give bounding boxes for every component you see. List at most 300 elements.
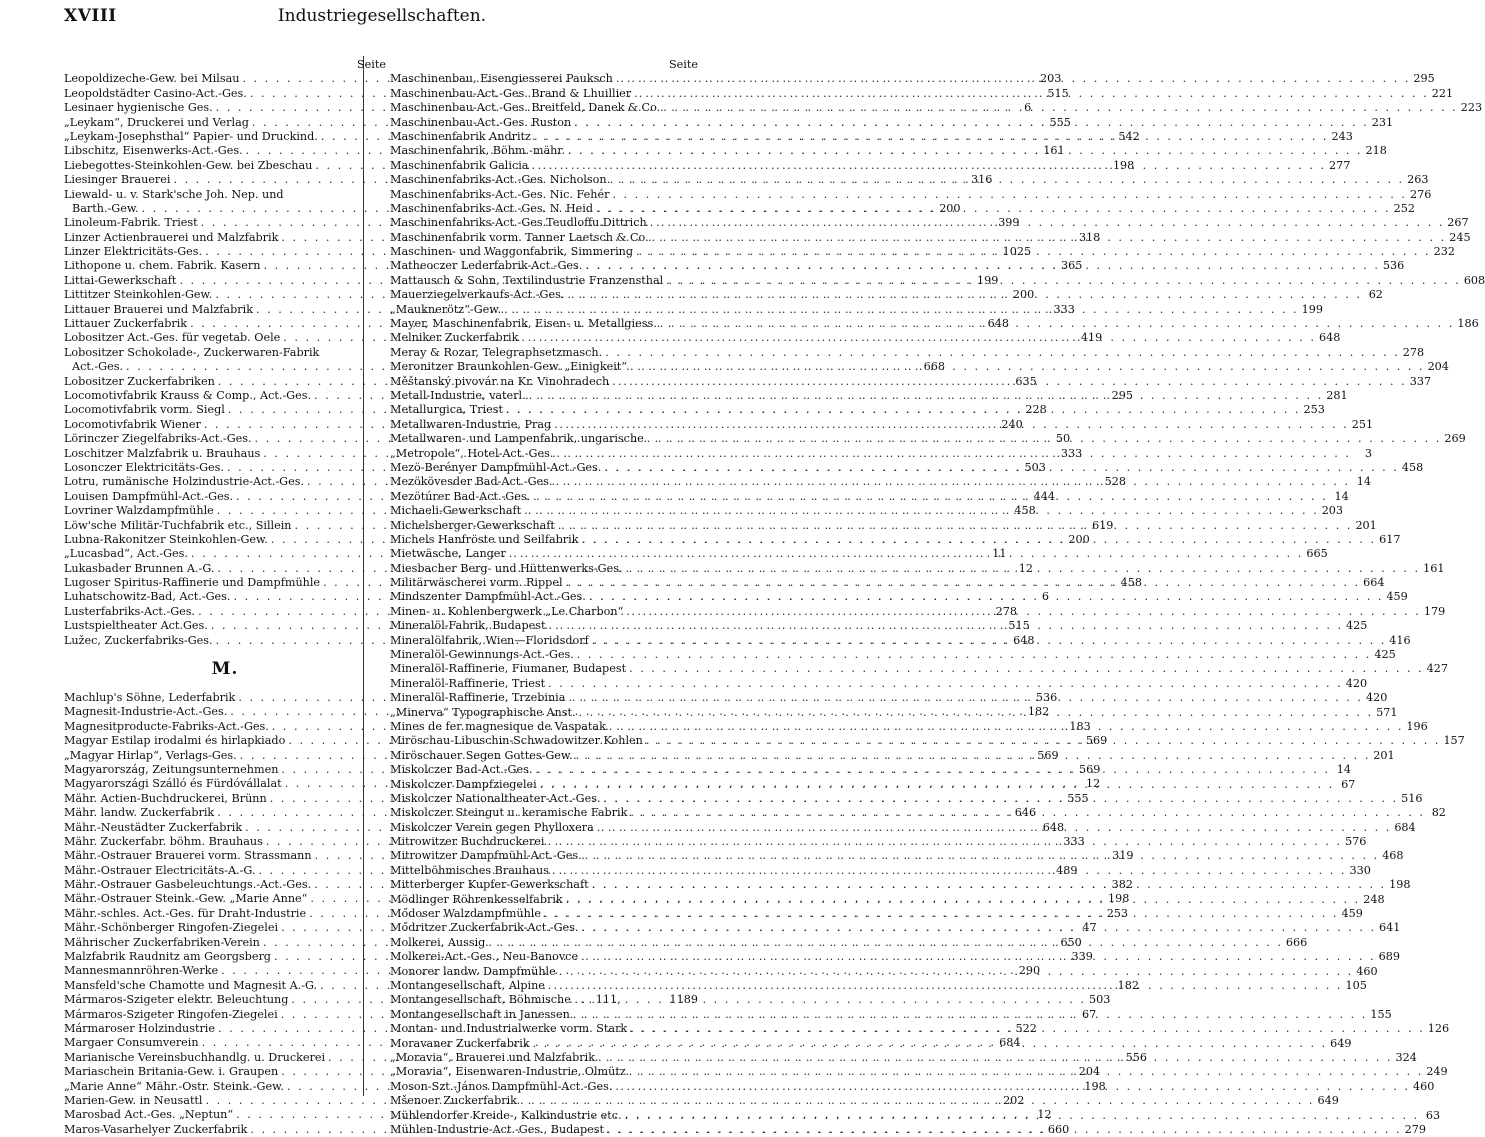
entry-name: Mittelböhmisches Brauhaus: [390, 863, 549, 877]
leader-dots: [589, 878, 1390, 892]
entry-name: Mähr.-Neustädter Zuckerfabrik: [64, 820, 243, 834]
entry-page: 3: [1364, 446, 1372, 460]
entry-page: 249: [1426, 1065, 1448, 1079]
entry-page: 689: [1378, 950, 1400, 964]
entry-name: Mindszenter Dampfmühl-Act.-Ges.: [390, 590, 586, 604]
leader-dots: [551, 418, 1352, 432]
entry-name: Lotru, rumänische Holzindustrie-Act.-Ges.: [64, 475, 305, 489]
entry-name: Mayer, Maschinenfabrik, Eisen- u. Metallgiess.: [390, 317, 657, 331]
entry-page: 664: [1363, 576, 1385, 590]
entry-page: 503: [1024, 460, 1046, 474]
entry-name: Lukasbader Brunnen A.-G.: [64, 561, 215, 575]
entry-page: 536: [1035, 691, 1058, 705]
leader-dots: [530, 490, 1331, 504]
entry-name: Maschinenfabriks-Act.-Ges.Teudloffu.Dittrich: [390, 216, 647, 230]
entry-name: Linoleum-Fabrik. Triest: [64, 216, 198, 230]
index-entry: [64, 346, 386, 360]
leader-dots: [623, 605, 1424, 619]
entry-name: Mansfeld'sche Chamotte und Magnesit A.-G.: [64, 978, 318, 992]
entry-page: 542: [1118, 129, 1140, 143]
entry-page: 365: [1061, 259, 1083, 273]
entry-name: Mármaros-Szigeter Ringofen-Ziegelei: [64, 1007, 278, 1021]
entry-page: 203: [1321, 504, 1344, 518]
leader-dots: [528, 159, 1329, 173]
leader-dots: [601, 461, 1402, 475]
leader-dots: [586, 590, 1387, 604]
section-heading-m: M.: [211, 659, 239, 680]
entry-page: 458: [1014, 504, 1036, 518]
leader-dots: [649, 231, 1450, 245]
entry-page: 182: [1027, 705, 1050, 719]
entry-page: 425: [1346, 619, 1368, 633]
entry-page: 263: [1407, 173, 1429, 187]
entry-page: 333: [1060, 446, 1083, 460]
entry-name: Mezö-Berényer Dampfmühl-Act.-Ges.: [390, 460, 602, 474]
entry-name: Littauer Zuckerfabrik: [64, 317, 188, 331]
entry-page: 684: [1394, 820, 1416, 834]
entry-page: 515: [1047, 86, 1069, 100]
entry-page: 503: [1088, 993, 1111, 1007]
entry-name: Lesinaer hygienische Ges.: [64, 101, 213, 115]
entry-name: „Mauknerötz“-Gew.: [390, 302, 502, 316]
entry-name: Leopoldizeche-Gew. bei Milsau: [64, 72, 240, 86]
entry-name: Miesbacher Berg- und Hüttenwerks-Ges.: [390, 561, 623, 575]
entry-page: 186: [1457, 317, 1479, 331]
entry-page: 198: [1084, 1079, 1106, 1093]
entry-page: 536: [1382, 259, 1405, 273]
entry-page: 196: [1406, 719, 1428, 733]
entry-name: Mähr. landw. Zuckerfabrik: [64, 806, 215, 820]
entry-page: 201: [1373, 748, 1395, 762]
leader-dots: [565, 691, 1366, 705]
entry-page: 161: [1423, 561, 1445, 575]
entry-name: Moravaner Zuckerfabrik: [390, 1036, 530, 1050]
leader-dots: [555, 519, 1356, 533]
entry-name: Lusterfabriks-Act.-Ges.: [64, 604, 196, 618]
leader-dots: [633, 245, 1434, 259]
leader-dots: [570, 1008, 1371, 1022]
leader-dots: [517, 1094, 1318, 1108]
entry-page: 1189: [669, 993, 698, 1007]
leader-dots: [643, 734, 1444, 748]
leader-dots: [626, 1065, 1427, 1079]
index-entry: [390, 648, 1396, 662]
entry-name: Michaeli-Gewerkschaft: [390, 504, 522, 518]
entry-name: Mauerziegelverkaufs-Act.-Ges.: [390, 288, 565, 302]
entry-name: Marosbad Act.-Ges. „Neptun“: [64, 1108, 234, 1122]
entry-name: Maschinenbau-Act.-Ges. Brand & Lhuillier: [390, 86, 632, 100]
leader-dots: [595, 1051, 1396, 1065]
entry-page: 318: [1078, 230, 1101, 244]
entry-name: Mannesmannröhren-Werke: [64, 964, 219, 978]
entry-name: Malzfabrik Raudnitz am Georgsberg: [64, 950, 271, 964]
leader-dots: [485, 936, 1286, 950]
entry-page: 684: [999, 1036, 1021, 1050]
entry-name: Linzer Elektricitäts-Ges.: [64, 245, 203, 259]
entry-name: Mähr.-Ostrauer Electricitäts-A.-G.: [64, 863, 256, 877]
index-entry: [64, 188, 386, 202]
entry-page: 665: [1306, 547, 1328, 561]
entry-page: 198: [1107, 892, 1130, 906]
entry-page: 200: [1012, 288, 1035, 302]
entry-name: Michelsberger-Gewerkschaft: [390, 518, 555, 532]
entry-name: Maros-Vasarhelyer Zuckerfabrik: [64, 1122, 248, 1136]
entry-page: 279: [1404, 1122, 1426, 1136]
leader-dots: [613, 72, 1414, 86]
entry-page: 201: [1355, 518, 1377, 532]
entry-name: Locomotivfabrik Krauss & Comp., Act.-Ges.: [64, 388, 312, 402]
entry-page: 245: [1449, 230, 1471, 244]
entry-page: 14: [1336, 763, 1351, 777]
entry-name: Maschinenfabrik vorm. Tanner Laetsch & Co.: [390, 230, 649, 244]
entry-name: „Moravia“, Eisenwaren-Industrie, Olmütz: [390, 1065, 626, 1079]
entry-name: Mitrowitzer Dampfmühl-Act.-Ges.: [390, 849, 582, 863]
leader-dots: [549, 864, 1350, 878]
entry-page: 62: [1368, 288, 1383, 302]
leader-dots: [622, 1109, 1423, 1123]
entry-name: Mährischer Zuckerfabriken-Verein: [64, 935, 260, 949]
leader-dots: [606, 720, 1407, 734]
entry-name: Montan- und Industrialwerke vorm. Stark: [390, 1022, 628, 1036]
entry-page: 105: [1345, 979, 1367, 992]
entry-page: 460: [1356, 964, 1378, 978]
entry-page: 253: [1303, 403, 1325, 417]
leader-dots: [623, 562, 1424, 576]
entry-page: 221: [1431, 86, 1454, 100]
entry-name: Lobositzer Zuckerfabriken: [64, 374, 215, 388]
entry-page: 231: [1371, 115, 1394, 129]
page-number: XVIII: [64, 6, 117, 26]
entry-name: Mineralöl-Raffinerie, Triest: [390, 676, 546, 690]
entry-name: „Moravia“, Brauerei und Malzfabrik: [390, 1050, 595, 1064]
seite-label-left: Seite: [357, 58, 386, 71]
leader-dots: [565, 144, 1366, 158]
entry-name: Monorer landw. Dampfmühle: [390, 964, 556, 978]
entry-name: Loschitzer Malzfabrik u. Brauhaus: [64, 446, 261, 460]
leader-dots: [506, 547, 1307, 561]
entry-page: 12: [1085, 777, 1101, 791]
entry-page: 161: [1043, 144, 1065, 158]
entry-name: Mines de fer magnesique de Vaspatak: [390, 719, 606, 733]
leader-dots: [541, 907, 1342, 921]
leader-dots: [609, 188, 1410, 202]
entry-name: Mődoser Walzdampfmühle: [390, 907, 541, 921]
entry-name: Mezökövesder Bad-Act.-Ges.: [390, 475, 553, 489]
leader-dots: [521, 504, 1322, 518]
entry-page: 555: [1067, 791, 1089, 805]
entry-page: 182: [1117, 978, 1140, 992]
entry-name: Moson-Szt.-János Dampfmühl-Act.-Ges.: [390, 1079, 613, 1093]
entry-page: 218: [1365, 144, 1387, 158]
entry-page: 14: [1356, 475, 1372, 489]
entry-name: Lithopone u. chem. Fabrik. Kasern: [64, 259, 261, 273]
entry-name: „Magyar Hirlap“, Verlags-Ges.: [64, 748, 237, 762]
entry-name: Maschinenfabriks-Act.-Ges. N. Heid: [390, 201, 594, 215]
entry-name: Meray & Rozar, Telegraphsetzmasch.: [390, 345, 603, 359]
leader-dots: [531, 130, 1332, 144]
entry-page: 200: [1068, 532, 1090, 546]
entry-page: 126: [1427, 1022, 1450, 1036]
entry-name: Montangesellschaft in Janessen: [390, 1007, 570, 1021]
entry-page: 6: [1024, 101, 1032, 115]
entry-page: 199: [976, 273, 999, 287]
entry-name: Miskolczer Steingut u. keramische Fabrik: [390, 806, 628, 820]
entry-page: 278: [1402, 345, 1425, 359]
entry-name: Maschinenbau, Eisengiesserei Pauksch: [390, 72, 613, 86]
entry-page: 516: [1401, 791, 1423, 805]
leader-dots: [545, 835, 1346, 849]
entry-name: Montangesellschaft, Böhmische . . . 111,: [390, 993, 621, 1007]
entry-page: 11: [992, 547, 1007, 561]
entry-page: 419: [1080, 331, 1103, 345]
entry-name: Maschinenfabrik, Böhm.-mähr.: [390, 144, 565, 158]
leader-dots: [582, 259, 1383, 273]
entry-name: Mähr.-Ostrauer Gasbeleuchtungs.-Act.-Ges.: [64, 878, 312, 892]
entry-page: 202: [1003, 1093, 1025, 1107]
entry-name: Littitzer Steinkohlen-Gew.: [64, 288, 213, 302]
entry-name: Lugoser Spiritus-Raffinerie und Dampfmühle: [64, 576, 321, 590]
entry-name: Magyarország, Zeitungsunternehmen: [64, 762, 279, 776]
entry-page: 489: [1056, 863, 1078, 877]
entry-name: Luhatschowitz-Bad, Act.-Ges.: [64, 590, 231, 604]
leader-dots: [537, 778, 1338, 792]
entry-name: Minen- u. Kohlenbergwerk „Le Charbon“: [390, 604, 624, 618]
entry-name: Liewald- u. v. Stark'sche Joh. Nep. und: [64, 187, 284, 201]
entry-name: Metallwaren- und Lampenfabrik, ungarische: [390, 432, 644, 446]
leader-dots: [563, 893, 1364, 907]
leader-dots: [576, 706, 1377, 720]
entry-page: 458: [1401, 460, 1424, 474]
leader-dots: [530, 1037, 1331, 1051]
entry-name: Molkerei-Act.-Ges., Neu-Banovce: [390, 950, 579, 964]
entry-page: 330: [1349, 863, 1371, 877]
entry-name: „Leykam“, Druckerei und Verlag: [64, 115, 249, 129]
entry-page: 556: [1125, 1050, 1147, 1064]
entry-name: Linzer Actienbrauerei und Malzfabrik: [64, 230, 279, 244]
leader-dots: [532, 763, 1333, 777]
entry-page: 232: [1433, 245, 1455, 259]
entry-page: 183: [1069, 719, 1091, 733]
entry-name: Mähr.-schles. Act.-Ges. für Draht-Industrie: [64, 906, 307, 920]
entry-page: 648: [1013, 633, 1035, 647]
seite-label-right: Seite: [669, 58, 698, 71]
leader-dots: [503, 403, 1304, 417]
entry-page: 569: [1078, 762, 1101, 776]
entry-page: 252: [1393, 201, 1415, 215]
entry-name: Mezötúrer Bad-Act.-Ges.: [390, 489, 531, 503]
entry-name: Löw'sche Militär-Tuchfabrik etc., Sillein: [64, 518, 292, 532]
entry-name: Littai-Gewerkschaft: [64, 273, 177, 287]
entry-page: 12: [1018, 561, 1033, 575]
entry-name: Magnesitproducte-Fabriks-Act.-Ges.: [64, 719, 269, 733]
entry-page: 515: [1008, 619, 1030, 633]
entry-name: Mühlen-Industrie-Act.-Ges., Budapest: [390, 1122, 605, 1136]
entry-page: 460: [1412, 1079, 1435, 1093]
entry-page: 571: [1376, 705, 1398, 719]
leader-dots: [564, 288, 1365, 302]
entry-name: Liesinger Brauerei: [64, 173, 171, 187]
leader-dots: [578, 950, 1379, 964]
entry-page: 243: [1331, 129, 1353, 143]
leader-dots: [526, 389, 1327, 403]
entry-name: Mattausch & Sohn, Textilindustrie Franzensthal: [390, 273, 664, 287]
entry-name: Maschinenfabrik Galicia: [390, 158, 529, 172]
entry-page: 6: [1041, 590, 1050, 604]
leader-dots: [579, 533, 1380, 547]
entry-page: 203: [1040, 72, 1062, 86]
entry-page: 646: [1014, 806, 1037, 820]
entry-name: Mšenoer Zuckerfabrik: [390, 1094, 517, 1108]
entry-name: Maschinenfabriks-Act.-Ges. Nicholson: [390, 173, 607, 187]
entry-name: Libschitz, Eisenwerks-Act.-Ges.: [64, 144, 243, 158]
entry-name: Meronitzer Braunkohlen-Gew. „Einigkeit“: [390, 360, 628, 374]
leader-dots: [627, 806, 1428, 820]
entry-name: Marien-Gew. in Neusattl: [64, 1093, 203, 1107]
index-entry: [390, 101, 1483, 115]
entry-name: Magyarországi Szálló és Fürdóvállalat: [64, 777, 282, 791]
entry-name: Lörinczer Ziegelfabriks-Act.-Ges.: [64, 432, 252, 446]
leader-dots: [545, 979, 1346, 993]
entry-name: Mähr. Zuckerfabr. böhm. Brauhaus: [64, 834, 263, 848]
leader-dots: [601, 792, 1402, 806]
entry-name: Louisen Dampfmühl-Act.-Ges.: [64, 489, 234, 503]
leader-dots: [545, 677, 1346, 691]
entry-page: 179: [1423, 604, 1446, 618]
page-header: [64, 6, 700, 34]
entry-name: Mietwäsche, Langer: [390, 547, 506, 561]
entry-name: Metallurgica, Triest: [390, 403, 503, 417]
entry-name: „Marie Anne“ Mähr.-Ostr. Steink.-Gew.: [64, 1079, 284, 1093]
entry-name: „Minerva“ Typographische Anst.: [390, 705, 576, 719]
leader-dots: [578, 921, 1379, 935]
entry-page: 649: [1317, 1094, 1339, 1108]
entry-page: 458: [1120, 576, 1142, 590]
entry-page: 14: [1334, 489, 1349, 503]
entry-page: 528: [1104, 475, 1126, 489]
entry-page: 240: [1001, 417, 1023, 431]
index-entry: [390, 187, 1432, 202]
entry-page: 522: [1015, 1022, 1037, 1035]
entry-name: Mähr.-Ostrauer Brauerei vorm. Strassmann: [64, 849, 312, 863]
entry-page: 12: [1037, 1108, 1052, 1122]
entry-name: Miröschau-Libuschin-Schwadowitzer Kohlen: [390, 734, 643, 748]
entry-page: 319: [1112, 849, 1134, 863]
entry-page: 619: [1092, 518, 1114, 532]
entry-name: Losonczer Elektricitäts-Ges.: [64, 460, 224, 474]
entry-page: 198: [1389, 878, 1411, 892]
index-entry: [390, 590, 1408, 604]
entry-page: 277: [1329, 158, 1351, 172]
leader-dots: [571, 116, 1372, 130]
leader-dots: [631, 87, 1432, 101]
entry-page: 382: [1111, 878, 1134, 892]
entry-page: 67: [1081, 1007, 1097, 1021]
entry-name: Lovriner Walzdampfmühle: [64, 504, 214, 518]
entry-name: Margaer Consumverein: [64, 1036, 199, 1050]
entry-name: Lustspieltheater Act.Ges.: [64, 619, 208, 633]
entry-name: „Metropole“, Hotel-Act.-Ges.: [390, 446, 554, 460]
entry-page: 641: [1379, 921, 1401, 935]
entry-name: Mähr.-Schönberger Ringofen-Ziegelei: [64, 921, 279, 935]
entry-name: Mineralöl-Raffinerie, Trzebinia: [390, 691, 566, 705]
leader-dots: [644, 432, 1445, 446]
entry-name: Lobositzer Schokolade-, Zuckerwaren-Fabrik: [64, 345, 320, 359]
entry-page: 420: [1365, 691, 1388, 705]
entry-page: 295: [1413, 72, 1435, 86]
entry-name: Miskolczer Bad-Act.-Ges.: [390, 763, 533, 777]
entry-page: 444: [1033, 489, 1055, 503]
leader-dots: [518, 331, 1319, 345]
entry-name: Mitrowitzer Buchdruckerei: [390, 835, 545, 849]
entry-page: 668: [923, 360, 945, 374]
leader-dots: [563, 576, 1364, 590]
entry-name: Lužec, Zuckerfabriks-Ges.: [64, 633, 213, 647]
entry-page: 339: [1071, 950, 1093, 964]
entry-page: 648: [1318, 331, 1341, 345]
entry-page: 267: [1447, 216, 1469, 230]
leader-dots: [663, 274, 1464, 288]
entry-page: 648: [987, 317, 1009, 331]
entry-name: „Leykam-Josephsthal“ Papier- und Druckind.: [64, 129, 318, 143]
leader-dots: [574, 648, 1375, 662]
entry-page: 199: [1301, 302, 1323, 316]
leader-dots: [660, 101, 1461, 115]
entry-page: 333: [1063, 834, 1085, 848]
leader-dots: [657, 317, 1458, 331]
leader-dots: [627, 1022, 1428, 1036]
entry-name: Liebegottes-Steinkohlen-Gew. bei Zbeschau: [64, 158, 313, 172]
leader-dots: [553, 447, 1354, 461]
page-title: Industriegesellschaften.: [277, 6, 487, 26]
entry-name: Marianische Vereinsbuchhandlg. u. Druckerei: [64, 1050, 326, 1064]
entry-name: Mődritzer Zuckerfabrik-Act.-Ges.: [390, 921, 579, 935]
entry-name: Metallwaren-Industrie, Prag: [390, 417, 552, 431]
entry-page: 269: [1444, 432, 1466, 446]
entry-page: 576: [1345, 835, 1367, 849]
entry-name: Mineralöl-Gewinnungs-Act.-Ges.: [390, 648, 574, 662]
entry-name: Machlup's Söhne, Lederfabrik: [64, 691, 236, 705]
entry-name: Měštanský pivovár na Kr. Vinohradech: [390, 374, 610, 388]
leader-dots: [552, 475, 1353, 489]
entry-name: Mármaroser Holzindustrie: [64, 1022, 215, 1035]
entry-page: 399: [998, 216, 1020, 230]
entry-name: Locomotivfabrik vorm. Siegl: [64, 403, 225, 417]
entry-page: 223: [1460, 101, 1483, 115]
entry-page: 228: [1025, 403, 1047, 417]
entry-page: 650: [1060, 935, 1082, 949]
leader-dots: [501, 303, 1302, 317]
entry-name: Miskolczer Verein gegen Phylloxera: [390, 820, 594, 834]
entry-name: Mineralöl-Fabrik, Budapest: [390, 619, 546, 633]
entry-page: 555: [1049, 115, 1071, 129]
entry-page: 459: [1386, 590, 1408, 604]
leader-dots: [607, 173, 1408, 187]
entry-name: Locomotivfabrik Wiener: [64, 417, 201, 431]
entry-name: Lobositzer Act.-Ges. für vegetab. Oele: [64, 331, 281, 345]
index-entry: [390, 662, 1448, 676]
entry-page: 617: [1379, 532, 1401, 546]
index-entry: [390, 345, 1425, 360]
entry-name: „Lucasbad“, Act.-Ges.: [64, 547, 188, 561]
entry-page: 204: [1078, 1065, 1101, 1079]
index-entry: [390, 676, 1368, 691]
entry-page: 660: [1047, 1122, 1070, 1136]
entry-name: Mineralölfabrik, Wien—Floridsdorf: [390, 633, 589, 647]
entry-page: 200: [939, 201, 961, 215]
leader-dots: [626, 662, 1427, 676]
leader-dots: [609, 375, 1410, 389]
entry-page: 648: [1042, 820, 1065, 834]
